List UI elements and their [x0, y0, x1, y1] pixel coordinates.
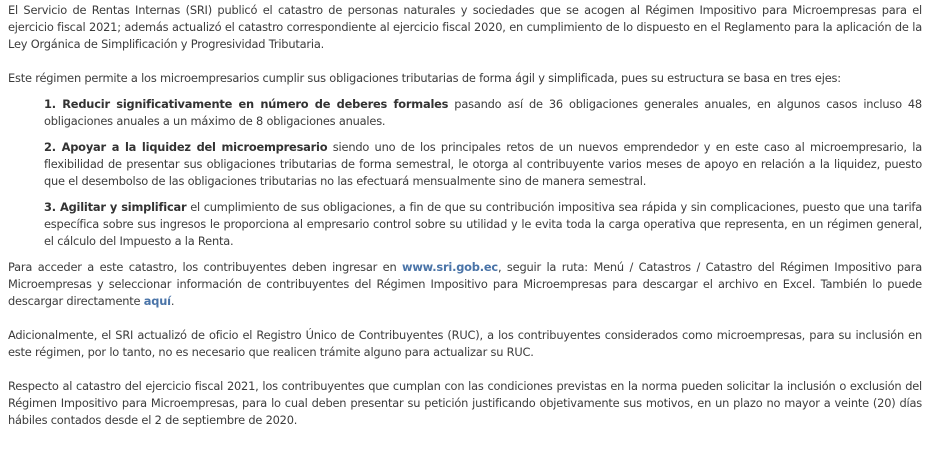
access-paragraph [8, 259, 922, 310]
axis-text-2: siendo uno de los principales retos de un nuevos emprendedor y en este caso al microempresario, la flexibilidad de presentar sus obligaciones tributarias de forma semestral, le otorga al contribuyente varios meses de apoyo en relación a la liquidez, puesto que el desembolso de las obligaciones tributarias no las efectuará mensualmente sino de manera semestral. [44, 140, 922, 188]
axis-title-3: 3. Agilitar y simplificar [44, 200, 187, 214]
lead-paragraph: Este régimen permite a los microempresarios cumplir sus obligaciones tributarias de forma ágil y simplificada, pues su estructura se basa en tres ejes: [8, 71, 841, 85]
intro-paragraph: El Servicio de Rentas Internas (SRI) publicó el catastro de personas naturales y sociedades que se acogen al Régimen Impositivo para Microempresas para el ejercicio fiscal 2021; además actualizó el catastro correspondiente al ejercicio fiscal 2020, en cumplimiento de lo dispuesto en el Reglamento para la aplicación de la Ley Orgánica de Simplificación y Progresividad Tributaria. [8, 3, 922, 51]
ruc-paragraph: Adicionalmente, el SRI actualizó de oficio el Registro Único de Contribuyentes (RUC), a los contribuyentes considerados como microempresas, para su inclusión en este régimen, por lo tanto, no es necesario que realicen trámite alguno para actualizar su RUC. [8, 328, 922, 359]
axis-text-3: el cumplimiento de sus obligaciones, a fin de que su contribución impositiva sea rápida y sin complicaciones, puesto que una tarifa específica sobre sus ingresos le proporciona al empresario control sobre su utilidad y le evita toda la carga operativa que representa, en un régimen general, el cálculo del Impuesto a la Renta. [44, 200, 922, 248]
axis-title-1: 1. Reducir significativamente en número de deberes formales [44, 97, 449, 111]
access-text-after: . [170, 294, 175, 308]
fiscal-paragraph: Respecto al catastro del ejercicio fiscal 2021, los contribuyentes que cumplan con las condiciones previstas en la norma pueden solicitar la inclusión o exclusión del Régimen Impositivo para Microempresas, para lo cual deben presentar su petición justificando objetivamente sus motivos, en un plazo no mayor a veinte (20) días hábiles contados desde el 2 de septiembre de 2020. [8, 379, 922, 427]
download-here-link[interactable]: aquí [143, 294, 171, 308]
sri-website-link[interactable]: www.sri.gob.ec [402, 260, 498, 274]
axis-item-1 [44, 96, 922, 130]
access-text-before: Para acceder a este catastro, los contribuyentes deben ingresar en [8, 260, 403, 274]
axis-item-2 [44, 139, 922, 190]
axis-text-1: pasando así de 36 obligaciones generales anuales, en algunos casos incluso 48 obligaciones anuales a un máximo de 8 obligaciones anuales. [44, 97, 922, 128]
access-text-middle: , seguir la ruta: Menú / Catastros / Catastro del Régimen Impositivo para Microempresas y seleccionar información de contribuyentes del Régimen Impositivo para Microempresas para descargar el archivo en Excel. También lo puede descargar directamente [8, 260, 922, 308]
axis-title-2: 2. Apoyar a la liquidez del microempresario [44, 140, 328, 154]
axis-item-3 [44, 199, 922, 250]
